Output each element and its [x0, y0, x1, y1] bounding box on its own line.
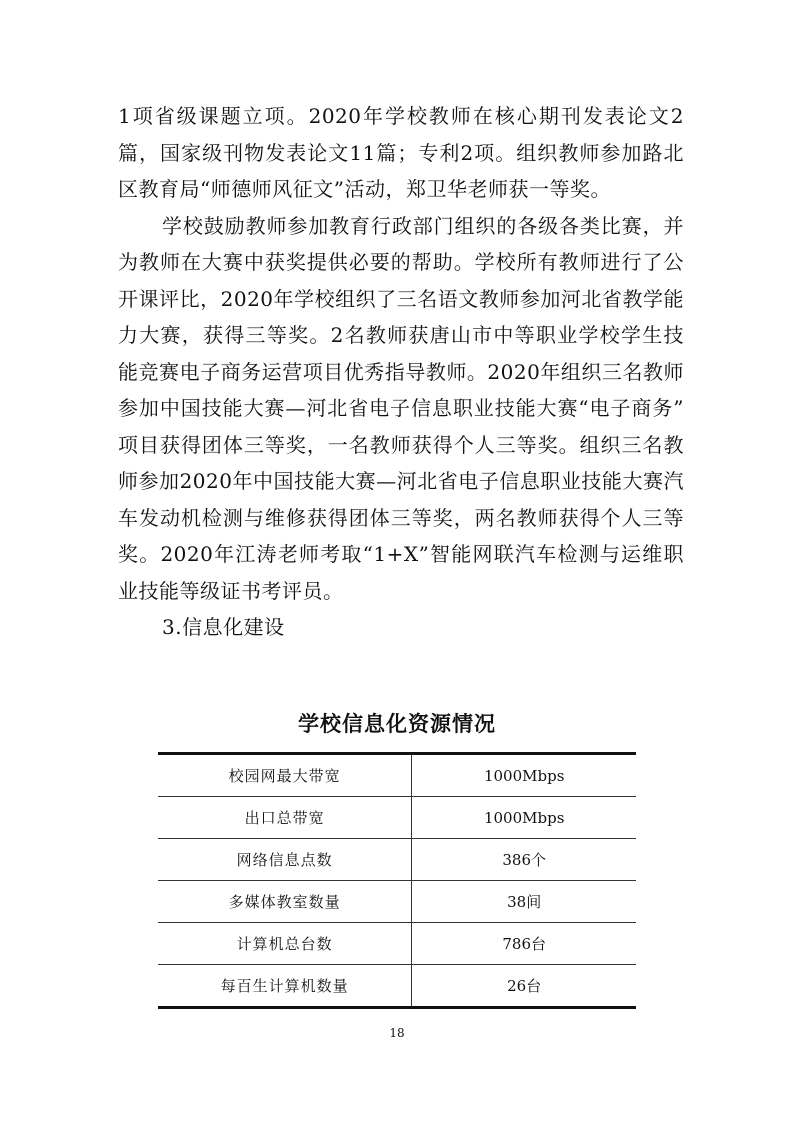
- table-row: [158, 965, 636, 1008]
- row-value: 386个: [412, 839, 636, 881]
- row-label: 计算机总台数: [158, 923, 412, 965]
- section-heading-informatization: 3.信息化建设: [162, 615, 285, 639]
- row-value: 1000Mbps: [412, 797, 636, 839]
- table-row: [158, 754, 636, 797]
- table-row: [158, 839, 636, 881]
- row-value: 38间: [412, 881, 636, 923]
- paragraph-teacher-competitions: 学校鼓励教师参加教育行政部门组织的各级各类比赛，并为教师在大赛中获奖提供必要的帮助。学校所有教师进行了公开课评比，2020年学校组织了三名语文教师参加河北省教学能力大赛，获得三等奖。2名教师获唐山市中等职业学校学生技能竞赛电子商务运营项目优秀指导教师。2020年组织三名教师参加中国技能大赛—河北省电子信息职业技能大赛“电子商务” 项目获得团体三等奖，一名教师获得个人三等奖。组织三名教师参加2020年中国技能大赛—河北省电子信息职业技能大赛汽车发动机检测与维修获得团体三等奖，两名教师获得个人三等奖。2020年江涛老师考取“1+X”智能网联汽车检测与运维职业技能等级证书考评员。: [118, 213, 684, 603]
- table-row: [158, 923, 636, 965]
- row-value: 786台: [412, 923, 636, 965]
- row-label: 多媒体教室数量: [158, 881, 412, 923]
- table-title: 学校信息化资源情况: [298, 712, 496, 736]
- row-label: 校园网最大带宽: [158, 754, 412, 797]
- row-label: 每百生计算机数量: [158, 965, 412, 1008]
- row-label: 网络信息点数: [158, 839, 412, 881]
- row-value: 1000Mbps: [412, 754, 636, 797]
- table-row: [158, 797, 636, 839]
- row-label: 出口总带宽: [158, 797, 412, 839]
- info-resources-table: [158, 752, 636, 1009]
- body-text: [118, 98, 684, 646]
- paragraph-research-achievements: 1项省级课题立项。2020年学校教师在核心期刊发表论文2篇，国家级刊物发表论文11篇；专利2项。组织教师参加路北区教育局“师德师风征文”活动，郑卫华老师获一等奖。: [118, 104, 684, 201]
- page-number: 18: [389, 1026, 405, 1040]
- table-row: [158, 881, 636, 923]
- row-value: 26台: [412, 965, 636, 1008]
